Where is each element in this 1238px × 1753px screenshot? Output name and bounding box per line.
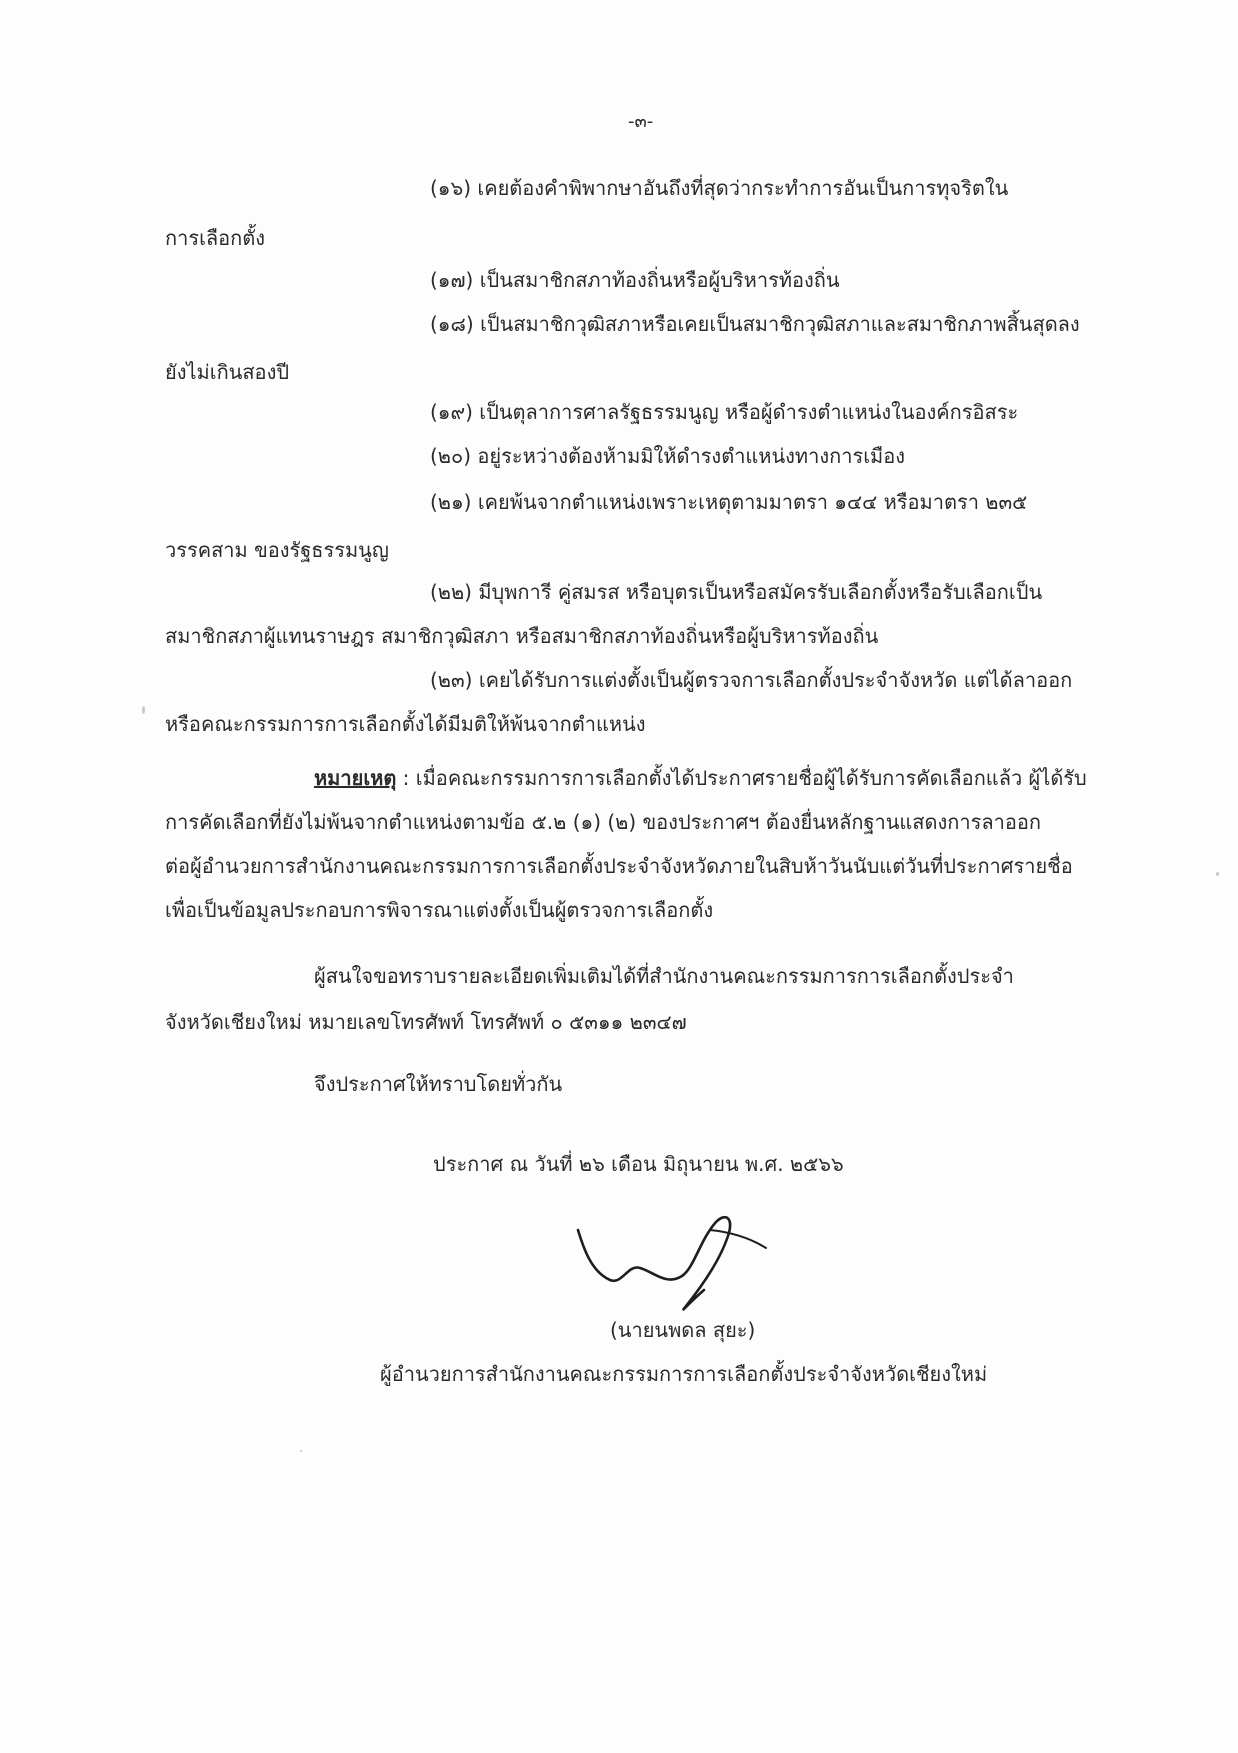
item-17: (๑๗) เป็นสมาชิกสภาท้องถิ่นหรือผู้บริหารท้องถิ่น	[430, 268, 840, 292]
note-line4: เพื่อเป็นข้อมูลประกอบการพิจารณาแต่งตั้งเป็นผู้ตรวจการเลือกตั้ง	[165, 898, 714, 922]
contact-line2: จังหวัดเชียงใหม่ หมายเลขโทรศัพท์ โทรศัพท์ ๐ ๕๓๑๑ ๒๓๔๗	[165, 1010, 687, 1034]
note-line3: ต่อผู้อำนวยการสำนักงานคณะกรรมการการเลือกตั้งประจำจังหวัดภายในสิบห้าวันนับแต่วันที่ประกาศรายชื่อ	[165, 854, 1073, 878]
signer-name: (นายนพดล สุยะ)	[610, 1318, 756, 1342]
item-21-line2: วรรคสาม ของรัฐธรรมนูญ	[165, 538, 389, 562]
item-21-line1: (๒๑) เคยพ้นจากตำแหน่งเพราะเหตุตามมาตรา ๑๔๔ หรือมาตรา ๒๓๕	[430, 490, 1028, 514]
scan-speck	[300, 1450, 302, 1452]
item-16-line1: (๑๖) เคยต้องคำพิพากษาอันถึงที่สุดว่ากระทำการอันเป็นการทุจริตใน	[430, 176, 1009, 200]
item-18-line1: (๑๘) เป็นสมาชิกวุฒิสภาหรือเคยเป็นสมาชิกวุฒิสภาและสมาชิกภาพสิ้นสุดลง	[430, 312, 1080, 336]
item-23-line1: (๒๓) เคยได้รับการแต่งตั้งเป็นผู้ตรวจการเลือกตั้งประจำจังหวัด แต่ได้ลาออก	[430, 668, 1073, 692]
note-label: หมายเหตุ	[314, 766, 397, 790]
scan-speck	[142, 706, 145, 714]
contact-line1: ผู้สนใจขอทราบรายละเอียดเพิ่มเติมได้ที่สำนักงานคณะกรรมการการเลือกตั้งประจำ	[314, 964, 1014, 988]
closing-statement: จึงประกาศให้ทราบโดยทั่วกัน	[314, 1072, 563, 1096]
item-23-line2: หรือคณะกรรมการการเลือกตั้งได้มีมติให้พ้นจากตำแหน่ง	[165, 712, 646, 736]
signature	[570, 1210, 790, 1320]
signer-title: ผู้อำนวยการสำนักงานคณะกรรมการการเลือกตั้งประจำจังหวัดเชียงใหม่	[380, 1362, 988, 1386]
item-18-line2: ยังไม่เกินสองปี	[165, 360, 290, 384]
announcement-date: ประกาศ ณ วันที่ ๒๖ เดือน มิถุนายน พ.ศ. ๒๕๖๖	[433, 1152, 844, 1176]
note-text: : เมื่อคณะกรรมการการเลือกตั้งได้ประกาศรายชื่อผู้ได้รับการคัดเลือกแล้ว ผู้ได้รับ	[396, 766, 1087, 790]
note-line1	[314, 764, 1087, 792]
item-20: (๒๐) อยู่ระหว่างต้องห้ามมิให้ดำรงตำแหน่งทางการเมือง	[430, 444, 905, 468]
item-22-line2: สมาชิกสภาผู้แทนราษฎร สมาชิกวุฒิสภา หรือสมาชิกสภาท้องถิ่นหรือผู้บริหารท้องถิ่น	[165, 624, 879, 648]
item-22-line1: (๒๒) มีบุพการี คู่สมรส หรือบุตรเป็นหรือสมัครรับเลือกตั้งหรือรับเลือกเป็น	[430, 580, 1043, 604]
item-16-line2: การเลือกตั้ง	[165, 226, 266, 250]
note-line2: การคัดเลือกที่ยังไม่พ้นจากตำแหน่งตามข้อ ๕.๒ (๑) (๒) ของประกาศฯ ต้องยื่นหลักฐานแสดงการลาออก	[165, 810, 1041, 834]
page-number: -๓-	[628, 111, 654, 132]
scan-speck	[1216, 872, 1219, 876]
item-19: (๑๙) เป็นตุลาการศาลรัฐธรรมนูญ หรือผู้ดำรงตำแหน่งในองค์กรอิสระ	[430, 400, 1019, 424]
